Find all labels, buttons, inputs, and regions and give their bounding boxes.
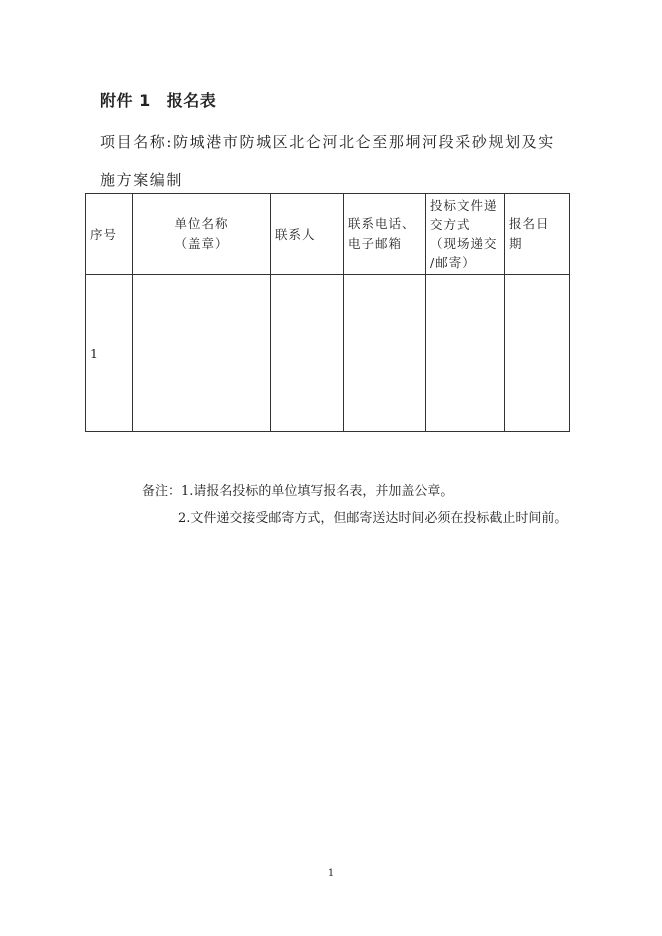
table-header-row [86, 194, 570, 275]
header-registration-date: 报名日 期 [505, 194, 570, 275]
cell-unit-name[interactable] [133, 275, 271, 432]
notes-label: 备注： [142, 484, 182, 499]
note-line-1 [142, 478, 567, 505]
cell-registration-date[interactable] [505, 275, 570, 432]
cell-phone-email[interactable] [344, 275, 426, 432]
header-unit-name-label: 单位名称 [174, 216, 229, 231]
page-number: 1 [327, 868, 335, 879]
notes [142, 478, 567, 532]
note-item-2: 2.文件递交接受邮寄方式，但邮寄送达时间必须在投标截止时间前。 [178, 511, 568, 526]
header-delivery-method: 投标文件递 交方式 （现场递交 /邮寄） [426, 194, 505, 275]
attachment-label: 附件 1 [100, 91, 151, 110]
registration-table [85, 193, 570, 432]
header-unit-name-note: （盖章） [174, 236, 229, 251]
attachment-heading [100, 88, 216, 111]
form-title: 报名表 [166, 91, 217, 110]
note-item-1: 1.请报名投标的单位填写报名表，并加盖公章。 [181, 484, 454, 499]
header-unit-name [133, 194, 271, 275]
header-contact: 联系人 [271, 194, 344, 275]
project-name-line [100, 123, 570, 199]
table-row [86, 275, 570, 432]
project-label: 项目名称: [100, 133, 174, 151]
cell-seq: 1 [86, 275, 133, 432]
cell-delivery-method[interactable] [426, 275, 505, 432]
header-phone-email: 联系电话、 电子邮箱 [344, 194, 426, 275]
header-seq: 序号 [86, 194, 133, 275]
cell-contact[interactable] [271, 275, 344, 432]
project-name: 防城港市防城区北仑河北仑至那垌河段采砂规划及实施方案编制 [100, 133, 555, 189]
